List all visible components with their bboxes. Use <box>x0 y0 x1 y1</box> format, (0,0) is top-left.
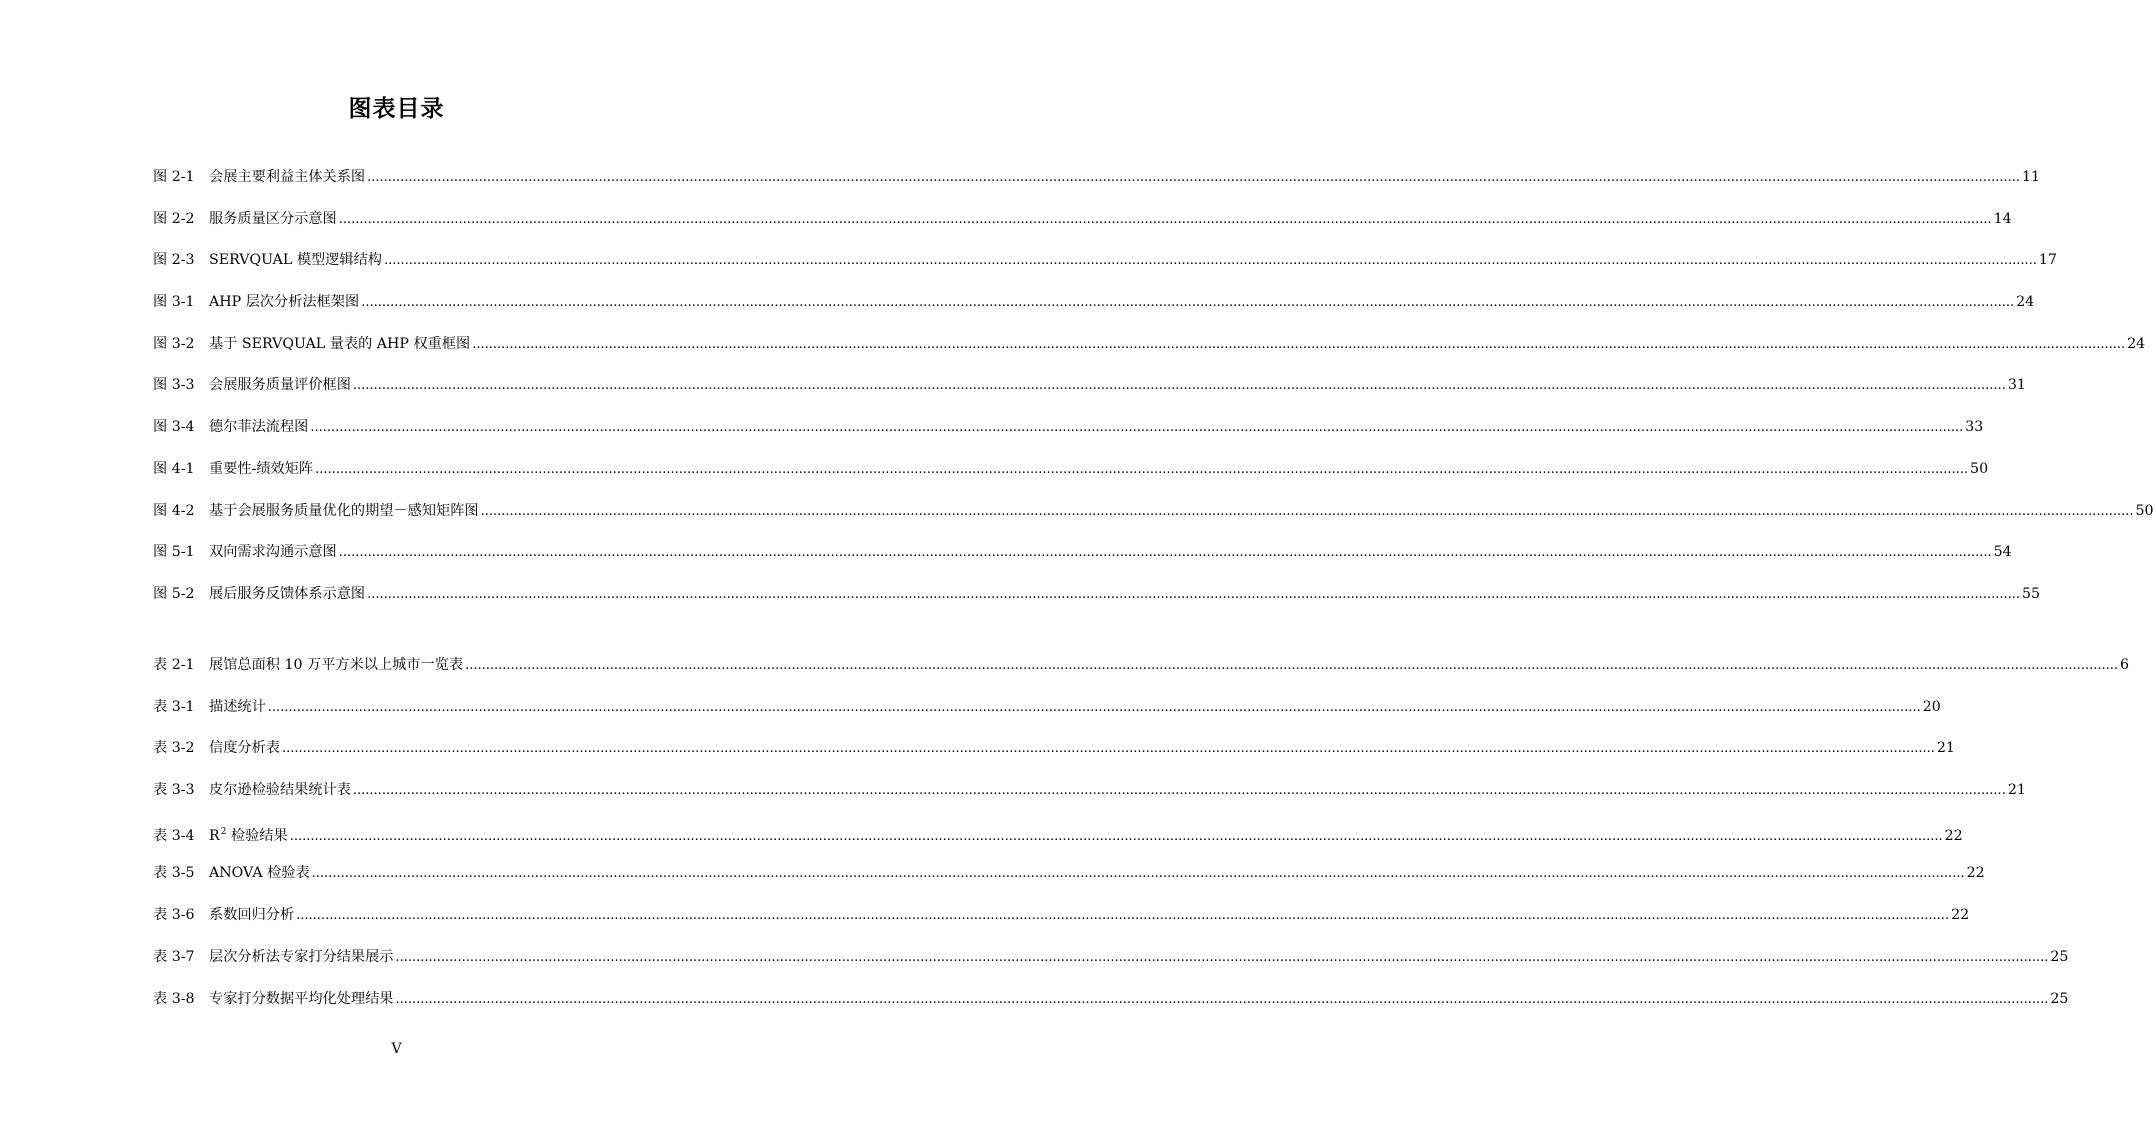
dot-leader: ................................................................................................................................................................................................................................................................................................................................................................................................................ <box>465 658 2119 673</box>
entry-number: 表 3-4 <box>153 827 195 844</box>
dot-leader: ................................................................................................................................................................................................................................................................................................................................................................................................................ <box>310 420 1964 436</box>
entry-number: 表 3-2 <box>153 740 195 757</box>
page-title: 图表目录 <box>348 96 445 122</box>
entry-page-number: 24 <box>2016 294 2035 311</box>
dot-leader: ................................................................................................................................................................................................................................................................................................................................................................................................................ <box>352 783 2006 799</box>
entry-number: 图 4-2 <box>153 502 195 519</box>
table-entry[interactable] <box>153 820 1963 862</box>
entry-page-number: 21 <box>1936 740 1955 757</box>
entry-number: 表 3-1 <box>153 698 195 715</box>
dot-leader: ................................................................................................................................................................................................................................................................................................................................................................................................................ <box>338 211 1992 227</box>
dot-leader: ................................................................................................................................................................................................................................................................................................................................................................................................................ <box>315 461 1969 477</box>
entry-page-number: 11 <box>2022 169 2041 185</box>
entry-title <box>209 457 313 481</box>
entry-title-text: 信度分析表 <box>209 740 280 757</box>
entry-page-number: 54 <box>1993 544 2012 561</box>
entry-page-number: 31 <box>2007 377 2026 394</box>
entry-number: 图 3-4 <box>153 419 195 436</box>
entry-title <box>209 736 280 760</box>
entry-number: 图 5-2 <box>153 585 195 602</box>
figure-list <box>153 165 2154 624</box>
dot-leader: ................................................................................................................................................................................................................................................................................................................................................................................................................ <box>367 586 2021 602</box>
entry-title <box>209 248 382 272</box>
entry-title-text: 德尔菲法流程图 <box>209 419 309 436</box>
entry-title <box>209 778 351 802</box>
dot-leader: ................................................................................................................................................................................................................................................................................................................................................................................................................ <box>361 295 2015 311</box>
dot-leader: ................................................................................................................................................................................................................................................................................................................................................................................................................ <box>311 866 1965 882</box>
entry-title <box>209 332 470 356</box>
entry-title-superscript: 2 <box>220 826 227 837</box>
dot-leader: ................................................................................................................................................................................................................................................................................................................................................................................................................ <box>296 908 1950 924</box>
entry-title <box>209 540 337 564</box>
entry-title-text: 重要性-绩效矩阵 <box>209 460 314 477</box>
entry-title-text: 层次分析法专家打分结果展示 <box>209 948 394 965</box>
table-entry[interactable] <box>153 653 2130 695</box>
entry-title <box>209 945 393 969</box>
entry-page-number: 22 <box>1944 827 1963 844</box>
entry-page-number: 50 <box>2135 502 2154 519</box>
dot-leader: ................................................................................................................................................................................................................................................................................................................................................................................................................ <box>383 253 2037 269</box>
entry-page-number: 14 <box>1993 210 2012 227</box>
dot-leader: ................................................................................................................................................................................................................................................................................................................................................................................................................ <box>267 699 1921 715</box>
table-entry[interactable] <box>153 987 2069 1029</box>
figure-entry[interactable] <box>153 290 2035 332</box>
entry-title-text: 双向需求沟通示意图 <box>209 544 337 561</box>
entry-number: 表 3-5 <box>153 865 195 882</box>
entry-title-text: 基于会展服务质量优化的期望－感知矩阵图 <box>209 502 479 519</box>
dot-leader: ................................................................................................................................................................................................................................................................................................................................................................................................................ <box>289 828 1943 844</box>
entry-number: 表 2-1 <box>153 657 195 673</box>
entry-number: 图 3-3 <box>153 377 195 394</box>
entry-title-text: 描述统计 <box>209 698 266 715</box>
entry-page-number: 21 <box>2007 782 2026 799</box>
entry-title-text: 皮尔逊检验结果统计表 <box>209 782 351 799</box>
entry-page-number: 33 <box>1965 419 1984 436</box>
table-entry[interactable] <box>153 736 1955 778</box>
entry-title-text: 展后服务反馈体系示意图 <box>209 585 366 602</box>
entry-title <box>209 499 479 523</box>
table-entry[interactable] <box>153 695 1941 737</box>
entry-title <box>209 165 365 189</box>
entry-title <box>209 820 288 848</box>
entry-number: 表 3-8 <box>153 990 195 1007</box>
entry-page-number: 24 <box>2127 335 2146 352</box>
figure-entry[interactable] <box>153 207 2012 249</box>
figure-entry[interactable] <box>153 457 1989 499</box>
entry-number: 图 2-3 <box>153 252 195 269</box>
entry-number: 表 3-6 <box>153 907 195 924</box>
entry-title <box>209 695 266 719</box>
dot-leader: ................................................................................................................................................................................................................................................................................................................................................................................................................ <box>352 378 2006 394</box>
entry-title <box>209 861 310 885</box>
dot-leader: ................................................................................................................................................................................................................................................................................................................................................................................................................ <box>395 949 2049 965</box>
entry-title <box>209 373 351 397</box>
entry-title <box>209 582 365 606</box>
dot-leader: ................................................................................................................................................................................................................................................................................................................................................................................................................ <box>480 503 2134 519</box>
entry-page-number: 55 <box>2022 585 2041 602</box>
figure-entry[interactable] <box>153 373 2026 415</box>
figure-entry[interactable] <box>153 415 1984 457</box>
entry-page-number: 25 <box>2050 948 2069 965</box>
entry-number: 图 4-1 <box>153 460 195 477</box>
table-entry[interactable] <box>153 903 1970 945</box>
entry-title <box>209 290 359 314</box>
entry-title-text: 基于 SERVQUAL 量表的 AHP 权重框图 <box>209 335 471 352</box>
figure-entry[interactable] <box>153 165 2041 207</box>
figure-entry[interactable] <box>153 248 2057 290</box>
entry-page-number: 25 <box>2050 990 2069 1007</box>
entry-page-number: 17 <box>2038 252 2057 269</box>
dot-leader: ................................................................................................................................................................................................................................................................................................................................................................................................................ <box>338 545 1992 561</box>
figure-entry[interactable] <box>153 540 2012 582</box>
table-entry[interactable] <box>153 861 1985 903</box>
entry-title-text: 系数回归分析 <box>209 907 295 924</box>
entry-title-text: SERVQUAL 模型逻辑结构 <box>209 252 382 269</box>
entry-title <box>209 207 337 231</box>
entry-title-text: AHP 层次分析法框架图 <box>209 294 360 311</box>
entry-title <box>209 987 393 1011</box>
entry-title <box>209 653 463 677</box>
dot-leader: ................................................................................................................................................................................................................................................................................................................................................................................................................ <box>367 170 2021 185</box>
entry-number: 表 3-3 <box>153 782 195 799</box>
figure-entry[interactable] <box>153 332 2146 374</box>
entry-title-text: 会展服务质量评价框图 <box>209 377 351 394</box>
entry-number: 表 3-7 <box>153 948 195 965</box>
page-number: V <box>391 1041 402 1057</box>
entry-number: 图 2-2 <box>153 210 195 227</box>
entry-number: 图 3-1 <box>153 294 195 311</box>
table-entry[interactable] <box>153 945 2069 987</box>
entry-title-text: 服务质量区分示意图 <box>209 210 337 227</box>
entry-title-text: 展馆总面积 10 万平方米以上城市一览表 <box>209 657 464 673</box>
entry-number: 图 5-1 <box>153 544 195 561</box>
entry-title <box>209 903 294 927</box>
entry-number: 图 3-2 <box>153 335 195 352</box>
entry-page-number: 20 <box>1922 698 1941 715</box>
dot-leader: ................................................................................................................................................................................................................................................................................................................................................................................................................ <box>472 336 2126 352</box>
entry-page-number: 50 <box>1970 460 1989 477</box>
table-list <box>153 653 2130 1028</box>
entry-title-text: R <box>209 827 220 844</box>
dot-leader: ................................................................................................................................................................................................................................................................................................................................................................................................................ <box>281 741 1935 757</box>
entry-title-text-after: 检验结果 <box>226 827 288 844</box>
entry-title-text: 专家打分数据平均化处理结果 <box>209 990 394 1007</box>
entry-page-number: 22 <box>1951 907 1970 924</box>
table-entry[interactable] <box>153 778 2026 820</box>
entry-title-text: 会展主要利益主体关系图 <box>209 169 366 185</box>
entry-title-text: ANOVA 检验表 <box>209 865 310 882</box>
entry-number: 图 2-1 <box>153 169 195 185</box>
dot-leader: ................................................................................................................................................................................................................................................................................................................................................................................................................ <box>395 991 2049 1007</box>
entry-page-number: 22 <box>1966 865 1985 882</box>
entry-title <box>209 415 308 439</box>
entry-page-number: 6 <box>2120 657 2130 673</box>
figure-entry[interactable] <box>153 582 2041 624</box>
figure-entry[interactable] <box>153 499 2154 541</box>
